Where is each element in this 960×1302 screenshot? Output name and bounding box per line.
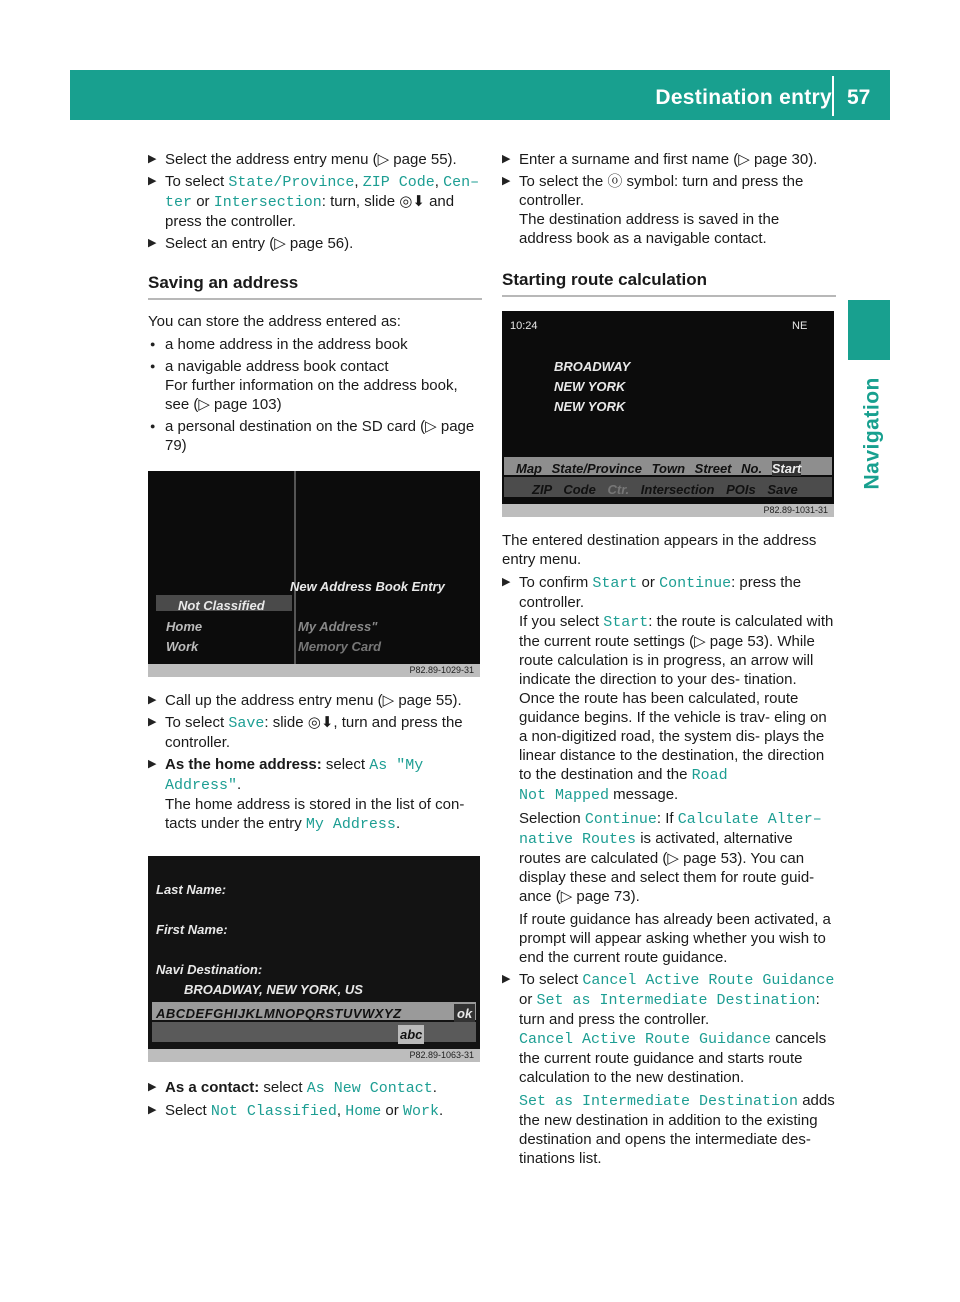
left-column [148, 150, 482, 1124]
screenshot-destination: 10:24 NE BROADWAY NEW YORK NEW YORK Map State/Province Town Street No. Start ZIP Code Ctr. Intersection POIs Save P82.89-1031-31 [502, 311, 834, 517]
step: ▶ As a contact: select As New Contact. [148, 1078, 482, 1098]
bullet: ● a navigable address book contact For further information on the address book, see (▷ page 103) [148, 357, 482, 414]
screenshot-address-book: New Address Book Entry Not Classified Home My Address" Work Memory Card P82.89-1029-31 [148, 471, 480, 677]
step: ▶ To select State/Province, ZIP Code, Cen– ter or Intersection: turn, slide ◎⬇ and press the controller. [148, 172, 482, 231]
step: ▶ Call up the address entry menu (▷ page 55). [148, 691, 482, 710]
step: ▶ Select the address entry menu (▷ page 55). [148, 150, 482, 169]
section-title: Destination entry [655, 86, 832, 109]
image-code: P82.89-1031-31 [502, 504, 834, 517]
step: ▶ Select an entry (▷ page 56). [148, 234, 482, 253]
step: ▶ Enter a surname and first name (▷ page 30). [502, 150, 836, 169]
menu-row-1: Map State/Province Town Street No. Start [516, 461, 802, 476]
image-code: P82.89-1063-31 [148, 1049, 480, 1062]
step: ▶ As the home address: select As "My Address". The home address is stored in the list of con- tacts under the entry My Address. [148, 755, 482, 834]
paragraph: The entered destination appears in the address entry menu. [502, 532, 817, 568]
heading-route: Starting route calculation [502, 270, 836, 297]
step: ▶ To select the ⓞ symbol: turn and press the controller. The destination address is saved in the address book as a navigable contact. [502, 172, 836, 248]
step: ▶ To confirm Start or Continue: press the controller. If you select Start: the route is calculated with the current route settings (▷ page 53). While route calculation is in progress, an arrow will indicate the direction to your des- tination. Once the route has been calculated, route guidance begins. If the vehicle is trav- eling on a non-digitized road, the system dis- plays the linear distance to the destination, the direction to the destination and the Road Not Mapped message. Selection Continue: If Calculate Alter– native Routes is activated, alternative routes are calculated (▷ page 53). You can display these and select them for route guid- ance (▷ page 73). If route guidance has already been activated, a prompt will appear asking whether you wish to end the current route guidance. [502, 573, 836, 967]
right-column [502, 150, 836, 1171]
image-code: P82.89-1029-31 [148, 664, 480, 677]
side-tab-label: Navigation [860, 377, 884, 490]
menu-item: ZIP Code [362, 174, 435, 191]
menu-item: State/Province [228, 174, 355, 191]
heading-saving: Saving an address [148, 273, 482, 300]
bullet: ● a home address in the address book [148, 335, 482, 354]
menu-row-2: ZIP Code Ctr. Intersection POIs Save [532, 482, 798, 497]
menu-item: Intersection [213, 194, 322, 211]
paragraph: You can store the address entered as: [148, 313, 401, 330]
bullet: ● a personal destination on the SD card (▷ page 79) [148, 417, 482, 455]
step: ▶ Select Not Classified, Home or Work. [148, 1101, 482, 1121]
step: ▶ To select Cancel Active Route Guidance or Set as Intermediate Destination: turn and press the controller. Cancel Active Route Guidance cancels the current route guidance and starts route calculation to the new destination. Set as Intermediate Destination adds the new destination in addition to the existing destination and opens the intermediate des- tinations list. [502, 970, 836, 1168]
step: ▶ To select Save: slide ◎⬇, turn and press the controller. [148, 713, 482, 752]
page-number: 57 [847, 86, 871, 109]
header-divider [832, 76, 834, 116]
side-tab [848, 300, 890, 360]
menu-item: ter [165, 194, 193, 211]
screenshot-contact-entry: Last Name: First Name: Navi Destination: BROADWAY, NEW YORK, US ABCDEFGHIJKLMNOPQRSTUVWXYZ ok abc P82.89-1063-31 [148, 856, 480, 1062]
menu-item: Cen– [443, 174, 480, 191]
